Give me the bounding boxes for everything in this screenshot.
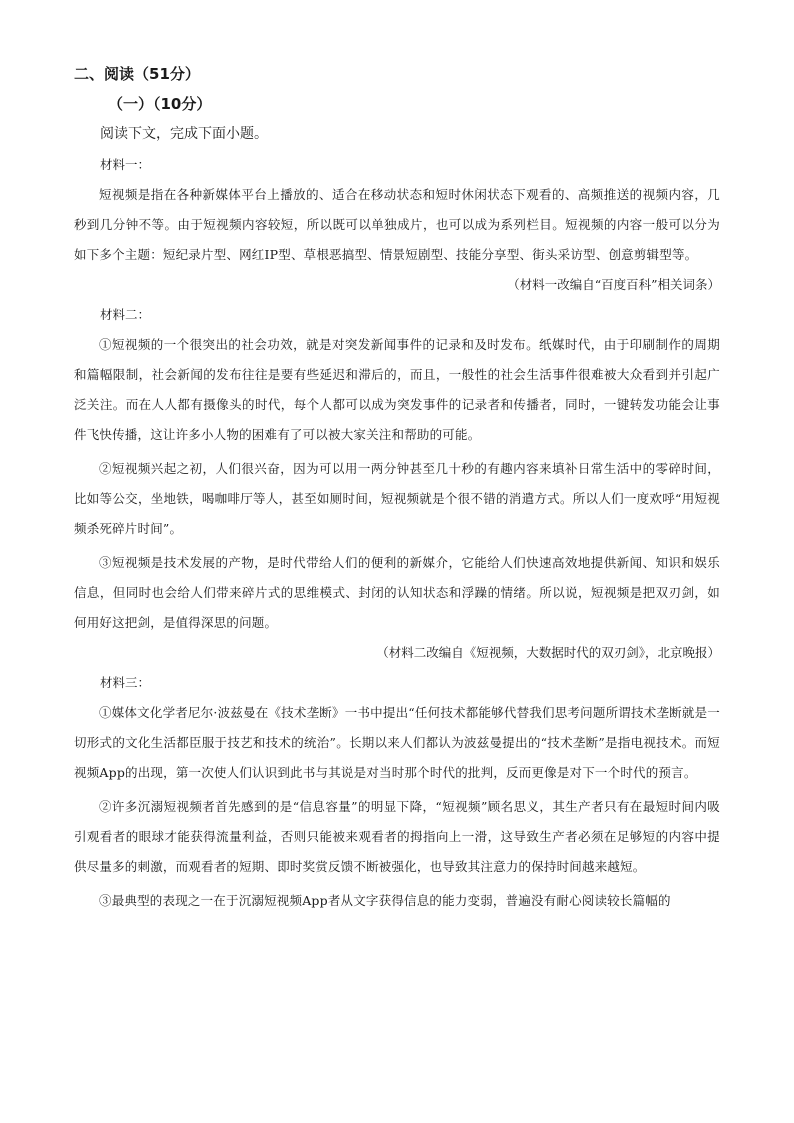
material3-paragraph-3: ③最典型的表现之一在于沉溺短视频App者从文字获得信息的能力变弱，普遍没有耐心阅读较长篇幅的 xyxy=(99,893,671,908)
material3-paragraph-1: ①媒体文化学者尼尔·波兹曼在《技术垄断》一书中提出“任何技术都能够代替我们思考问题所谓技术垄断就是一切形式的文化生活都臣服于技艺和技术的统治”。长期以来人们都认为波兹曼提出的“技术垄断”是指电视技术。而短视频App的出现，第一次使人们认识到此书与其说是对当时那个时代的批判，反而更像是对下一个时代的预言。 xyxy=(74,705,720,780)
material2-label: 材料二： xyxy=(100,307,151,322)
material3-label: 材料三： xyxy=(100,675,151,690)
material2-paragraph-2: ②短视频兴起之初，人们很兴奋，因为可以用一两分钟甚至几十秒的有趣内容来填补日常生活中的零碎时间，比如等公交，坐地铁，喝咖啡厅等人，甚至如厕时间，短视频就是个很不错的消遣方式。所以人们一度欢呼“用短视频杀死碎片时间”。 xyxy=(74,461,720,536)
material3-paragraph-2: ②许多沉溺短视频者首先感到的是“信息容量”的明显下降，“短视频”顾名思义，其生产者只有在最短时间内吸引观看者的眼球才能获得流量利益，否则只能被来观看者的拇指向上一滑，这导致生产者必须在足够短的内容中提供尽量多的刺激，而观看者的短期、即时奖赏反馈不断被强化，也导致其注意力的保持时间越来越短。 xyxy=(74,799,720,874)
material2-source: （材料二改编自《短视频，大数据时代的双刃剑》，北京晚报） xyxy=(376,645,720,660)
document-content xyxy=(74,62,720,916)
material1-paragraph: 短视频是指在各种新媒体平台上播放的、适合在移动状态和短时休闲状态下观看的、高频推送的视频内容，几秒到几分钟不等。由于短视频内容较短，所以既可以单独成片，也可以成为系列栏目。短视频的内容一般可以分为如下多个主题：短纪录片型、网红IP型、草根恶搞型、情景短剧型、技能分享型、街头采访型、创意剪辑型等。 xyxy=(74,187,720,262)
material1-source: （材料一改编自“百度百科”相关词条） xyxy=(507,277,720,292)
instruction-text: 阅读下文，完成下面小题。 xyxy=(100,126,268,142)
material2-paragraph-1: ①短视频的一个很突出的社会功效，就是对突发新闻事件的记录和及时发布。纸媒时代，由于印刷制作的周期和篇幅限制，社会新闻的发布往往是要有些延迟和滞后的，而且，一般性的社会生活事件很难被大众看到并引起广泛关注。而在人人都有摄像头的时代，每个人都可以成为突发事件的记录者和传播者，同时，一键转发功能会让事件飞快传播，这让许多小人物的困难有了可以被大家关注和帮助的可能。 xyxy=(74,337,720,442)
material1-label: 材料一： xyxy=(100,157,151,172)
subsection-title: （一）（10分） xyxy=(108,95,212,113)
section-title: 二、阅读（51分） xyxy=(74,65,200,83)
material2-paragraph-3: ③短视频是技术发展的产物，是时代带给人们的便利的新媒介，它能给人们快速高效地提供新闻、知识和娱乐信息，但同时也会给人们带来碎片式的思维模式、封闭的认知状态和浮躁的情绪。所以说，短视频是把双刃剑，如何用好这把剑，是值得深思的问题。 xyxy=(74,555,720,630)
